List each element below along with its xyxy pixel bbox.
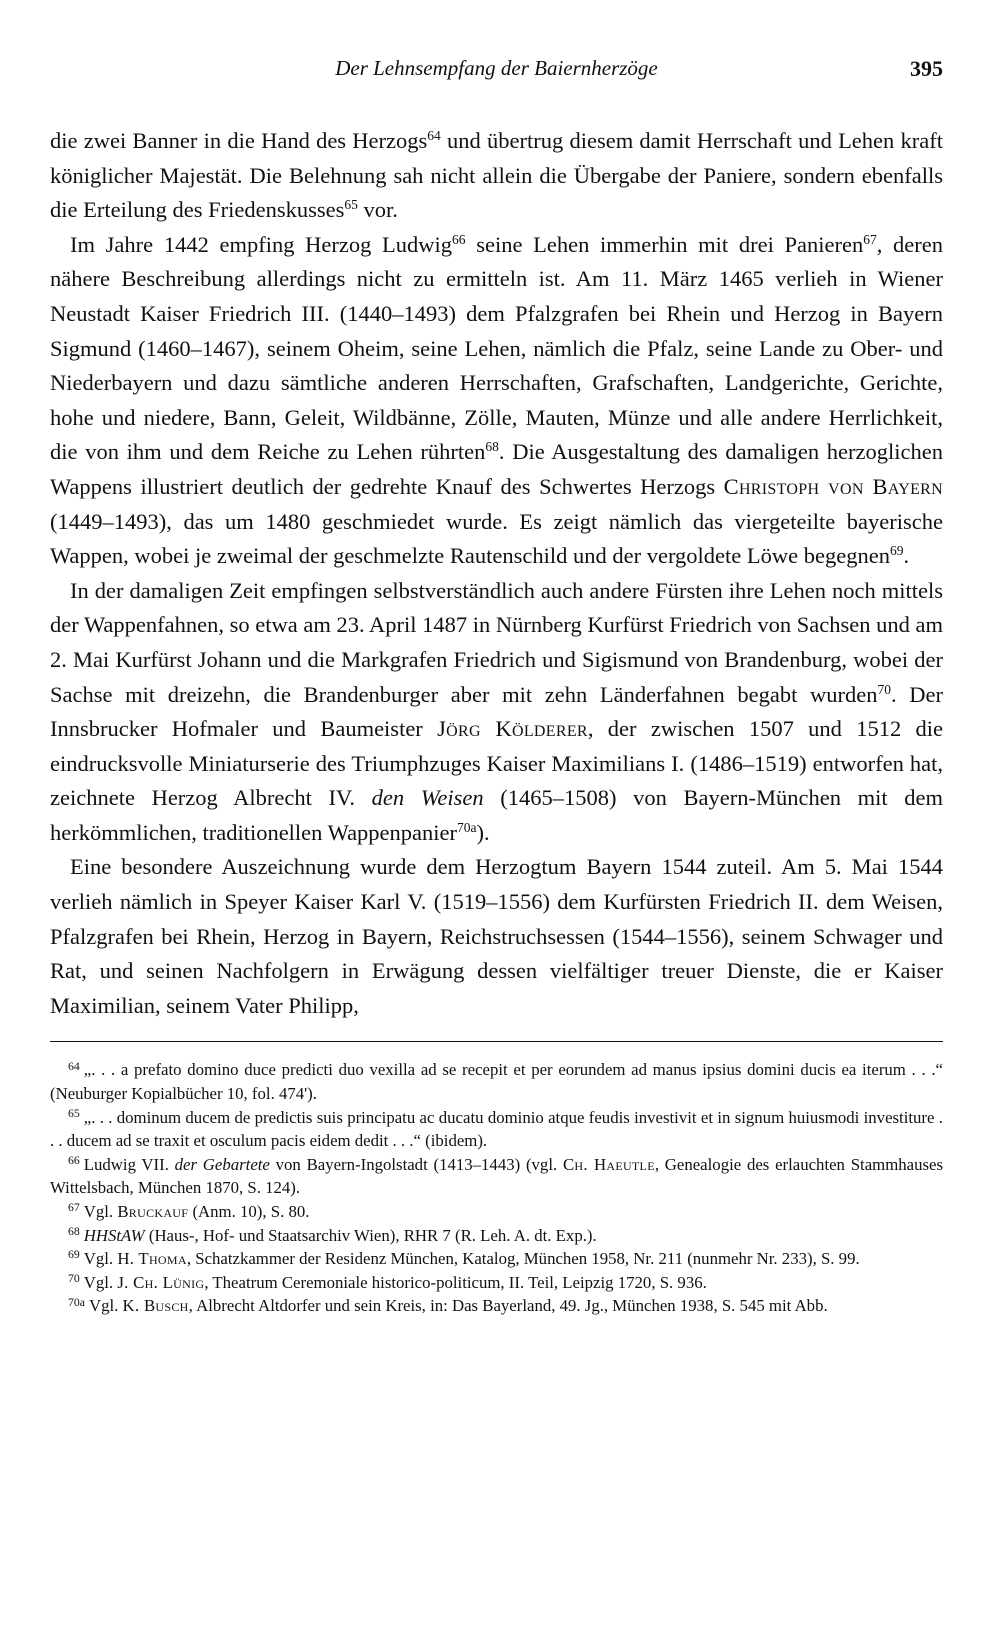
footnote-69 bbox=[50, 1247, 943, 1271]
footnote-number: 69 bbox=[68, 1248, 80, 1262]
footnote-ref: 70 bbox=[877, 681, 891, 697]
author-name: Christoph von Bayern bbox=[723, 473, 943, 499]
footnote-number: 68 bbox=[68, 1224, 80, 1238]
footnote-64 bbox=[50, 1058, 943, 1105]
footnote-divider bbox=[50, 1041, 943, 1042]
footnote-ref: 66 bbox=[452, 231, 466, 247]
footnote-text: , Schatzkammer der Residenz München, Katalog, München 1958, Nr. 211 (nunmehr Nr. 233), S. 99. bbox=[186, 1249, 860, 1269]
footnote-67 bbox=[50, 1200, 943, 1224]
text-run: In der damaligen Zeit empfingen selbstverständlich auch andere Fürsten ihre Lehen noch mittels der Wappenfahnen, so etwa am 23. April 1487 in Nürnberg Kurfürst Friedrich von Sachsen und am 2. Mai Kurfürst Johann und die Markgrafen Friedrich und Sigismund von Brandenburg, wobei der Sachse mit dreizehn, die Brandenburger aber mit zehn Länderfahnen begabt wurden bbox=[50, 577, 943, 707]
text-run: Im Jahre 1442 empfing Herzog Ludwig bbox=[70, 231, 453, 257]
footnote-text: „. . . dominum ducem de predictis suis principatu ac ducatu dominio atque feudis investivit et in signum huiusmodi investiture . . . ducem ad se traxit et osculum pacis eidem dedit . . .“ (ibidem). bbox=[50, 1107, 943, 1151]
author-name: J. Ch. Lünig bbox=[117, 1272, 205, 1292]
footnote-number: 70 bbox=[68, 1271, 80, 1285]
text-run: . Der Innsbrucker Hofmaler und Baumeister bbox=[50, 681, 943, 742]
text-run: vor. bbox=[357, 197, 398, 223]
text-run: (1465–1508) von Bayern-München mit dem herkömmlichen, traditionellen Wappenpanier bbox=[50, 785, 943, 845]
text-run: seine Lehen immerhin mit drei Panieren bbox=[465, 231, 864, 257]
footnote-text: Vgl. bbox=[83, 1272, 118, 1292]
italic-epithet: den Weisen bbox=[371, 785, 484, 811]
footnote-ref: 68 bbox=[485, 439, 499, 455]
footnotes bbox=[50, 1058, 943, 1318]
footnote-text: Vgl. bbox=[83, 1202, 118, 1221]
text-run: . Die Ausgestaltung des damaligen herzoglichen Wappens illustriert deutlich der gedrehte Knauf des Schwertes Herzogs bbox=[50, 439, 943, 499]
footnote-text: (Anm. 10), S. 80. bbox=[188, 1202, 310, 1221]
footnote-ref: 69 bbox=[889, 543, 904, 559]
author-name: Bruckauf bbox=[117, 1202, 189, 1221]
footnote-68 bbox=[50, 1224, 943, 1248]
italic-epithet: der Gebartete bbox=[174, 1154, 270, 1174]
footnote-70 bbox=[50, 1271, 943, 1295]
author-name: Jörg Kölderer bbox=[437, 716, 588, 742]
text-run: , deren nähere Beschreibung allerdings nicht zu ermitteln ist. Am 11. März 1465 verlieh in Wiener Neustadt Kaiser Friedrich III. (1440–1493) dem Pfalzgrafen bei Rhein und Herzog in Bayern Sigmund (1460–1467), seinem Oheim, seine Lehen, nämlich die Pfalz, seine Lande zu Ober- und Niederbayern und dazu sämtliche anderen Herrschaften, Grafschaften, Landgerichte, Gerichte, hohe und niedere, Bann, Geleit, Wildbänne, Zölle, Mauten, Münze und alle andere Herrlichkeit, die von ihm und dem Reiche zu Lehen rührten bbox=[50, 231, 944, 465]
footnote-ref: 65 bbox=[344, 197, 358, 213]
page bbox=[50, 56, 943, 1318]
footnote-66 bbox=[50, 1153, 943, 1200]
page-header bbox=[50, 56, 943, 96]
footnote-number: 65 bbox=[68, 1106, 80, 1120]
footnote-text: (Haus-, Hof- und Staatsarchiv Wien), RHR 7 (R. Leh. A. dt. Exp.). bbox=[144, 1225, 597, 1245]
text-run: . bbox=[903, 543, 910, 569]
footnote-number: 70a bbox=[68, 1295, 85, 1309]
footnote-number: 64 bbox=[68, 1059, 80, 1073]
running-title: Der Lehnsempfang der Baiernherzöge bbox=[335, 56, 658, 80]
text-run: , der zwischen 1507 und 1512 die eindrucksvolle Miniaturserie des Triumphzuges Kaiser Maximilians I. (1486–1519) entworfen hat, zeichnete Herzog Albrecht IV. bbox=[50, 716, 943, 811]
footnote-text: Ludwig VII. bbox=[83, 1154, 175, 1174]
footnote-ref: 64 bbox=[427, 127, 441, 143]
archive-abbreviation: HHStAW bbox=[83, 1225, 145, 1245]
text-run: Eine besondere Auszeichnung wurde dem Herzogtum Bayern 1544 zuteil. Am 5. Mai 1544 verlieh nämlich in Speyer Kaiser Karl V. (1519–1556) dem Kurfürsten Friedrich II. dem Weisen, Pfalzgrafen bei Rhein, Herzog in Bayern, Reichstruchsessen (1544–1556), seinem Schwager und Rat, und seinen Nachfolgern in Erwägung dessen vielfältiger treuer Dienste, die er Kaiser Maximilian, seinem Vater Philipp, bbox=[50, 854, 943, 1018]
footnote-text: Vgl. bbox=[83, 1249, 118, 1269]
paragraph-1 bbox=[50, 124, 943, 228]
footnote-text: von Bayern-Ingolstadt (1413–1443) (vgl. bbox=[269, 1154, 563, 1174]
footnote-ref: 67 bbox=[863, 231, 877, 247]
footnote-number: 66 bbox=[68, 1153, 80, 1167]
text-run: die zwei Banner in die Hand des Herzogs bbox=[50, 128, 428, 153]
footnote-65 bbox=[50, 1106, 943, 1153]
text-run: ). bbox=[476, 819, 490, 845]
footnote-text: „. . . a prefato domino duce predicti duo vexilla ad se recepit et per eorundem ad manus ipsius domini ducis ea iterum . . .“ (Neuburger Kopialbücher 10, fol. 474'). bbox=[50, 1060, 943, 1104]
paragraph-3 bbox=[50, 574, 943, 851]
footnote-text: , Theatrum Ceremoniale historico-politicum, II. Teil, Leipzig 1720, S. 936. bbox=[204, 1272, 707, 1292]
paragraph-4 bbox=[50, 850, 943, 1023]
footnote-ref: 70a bbox=[457, 819, 477, 835]
text-run: (1449–1493), das um 1480 geschmiedet wurde. Es zeigt nämlich das viergeteilte bayerische Wappen, wobei je zweimal der geschmelzte Rautenschild und der vergoldete Löwe begegnen bbox=[50, 508, 943, 569]
main-text bbox=[50, 124, 943, 1023]
footnote-number: 67 bbox=[68, 1201, 80, 1215]
footnote-text: , Genealogie des erlauchten Stammhauses Wittelsbach, München 1870, S. 124). bbox=[50, 1154, 943, 1198]
footnote-text: Vgl. bbox=[88, 1296, 123, 1316]
author-name: Ch. Haeutle bbox=[562, 1154, 655, 1174]
footnote-text: , Albrecht Altdorfer und sein Kreis, in: Das Bayerland, 49. Jg., München 1938, S. 545 mit Abb. bbox=[188, 1296, 828, 1316]
footnote-70a bbox=[50, 1294, 943, 1318]
author-name: K. Busch bbox=[122, 1296, 189, 1316]
paragraph-2 bbox=[50, 228, 943, 574]
text-run: und übertrug diesem damit Herrschaft und Lehen kraft königlicher Majestät. Die Belehnung sah nicht allein die Übergabe der Paniere, sondern ebenfalls die Erteilung des Friedenskusses bbox=[50, 128, 943, 223]
page-number: 395 bbox=[910, 56, 943, 81]
author-name: H. Thoma bbox=[117, 1249, 187, 1269]
